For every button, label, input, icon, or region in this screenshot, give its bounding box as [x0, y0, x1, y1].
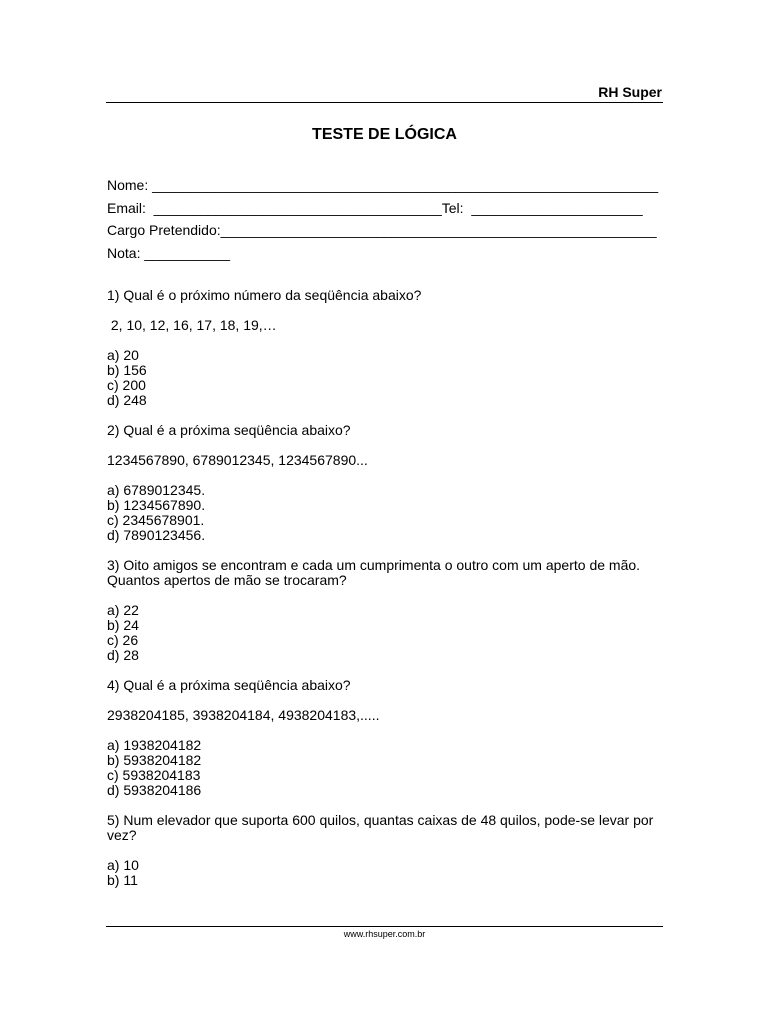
option: a) 22 [107, 602, 139, 618]
option: c) 200 [107, 377, 146, 393]
header-brand: RH Super [598, 84, 662, 100]
option: d) 248 [107, 392, 147, 408]
question-3 [107, 558, 667, 663]
footer-url: www.rhsuper.com.br [343, 929, 426, 939]
option: c) 2345678901. [107, 512, 205, 528]
question-list [107, 288, 667, 903]
question-text: 5) Num elevador que suporta 600 quilos, quantas caixas de 48 quilos, pode-se levar por vez? [107, 812, 654, 843]
question-sequence: 2938204185, 3938204184, 4938204183,..... [107, 707, 380, 723]
question-options [107, 603, 667, 663]
question-4 [107, 678, 667, 798]
question-text: 1) Qual é o próximo número da seqüência abaixo? [107, 287, 422, 303]
option: d) 5938204186 [107, 782, 202, 798]
question-options [107, 738, 667, 798]
option: b) 11 [107, 872, 138, 888]
email-tel-field: Email: _____________________________________Tel: ______________________ [107, 199, 643, 216]
option: b) 24 [107, 617, 139, 633]
option: a) 6789012345. [107, 482, 206, 498]
question-1 [107, 288, 667, 408]
nota-field: Nota: ___________ [107, 244, 230, 261]
option: c) 5938204183 [107, 767, 201, 783]
question-text: 3) Oito amigos se encontram e cada um cumprimenta o outro com um aperto de mão. Quantos apertos de mão se trocaram? [107, 557, 641, 588]
question-5 [107, 813, 667, 888]
question-text: 2) Qual é a próxima seqüência abaixo? [107, 422, 351, 438]
question-options [107, 348, 667, 408]
option: b) 5938204182 [107, 752, 202, 768]
option: d) 7890123456. [107, 527, 206, 543]
question-2 [107, 423, 667, 543]
cargo-field: Cargo Pretendido:________________________________________________________ [107, 222, 657, 238]
option: a) 1938204182 [107, 737, 202, 753]
question-sequence: 2, 10, 12, 16, 17, 18, 19,… [107, 317, 277, 333]
candidate-fields [107, 174, 667, 264]
option: d) 28 [107, 647, 139, 663]
option: b) 156 [107, 362, 147, 378]
question-sequence: 1234567890, 6789012345, 1234567890... [107, 452, 368, 468]
option: b) 1234567890. [107, 497, 206, 513]
option: a) 10 [107, 857, 139, 873]
question-options [107, 483, 667, 543]
option: c) 26 [107, 632, 139, 648]
footer-rule [106, 926, 663, 927]
option: a) 20 [107, 347, 139, 363]
question-text: 4) Qual é a próxima seqüência abaixo? [107, 677, 351, 693]
name-field: Nome: _________________________________________________________________ [107, 177, 659, 193]
page-title: TESTE DE LÓGICA [312, 126, 457, 143]
header-rule [106, 102, 663, 103]
question-options [107, 858, 667, 888]
